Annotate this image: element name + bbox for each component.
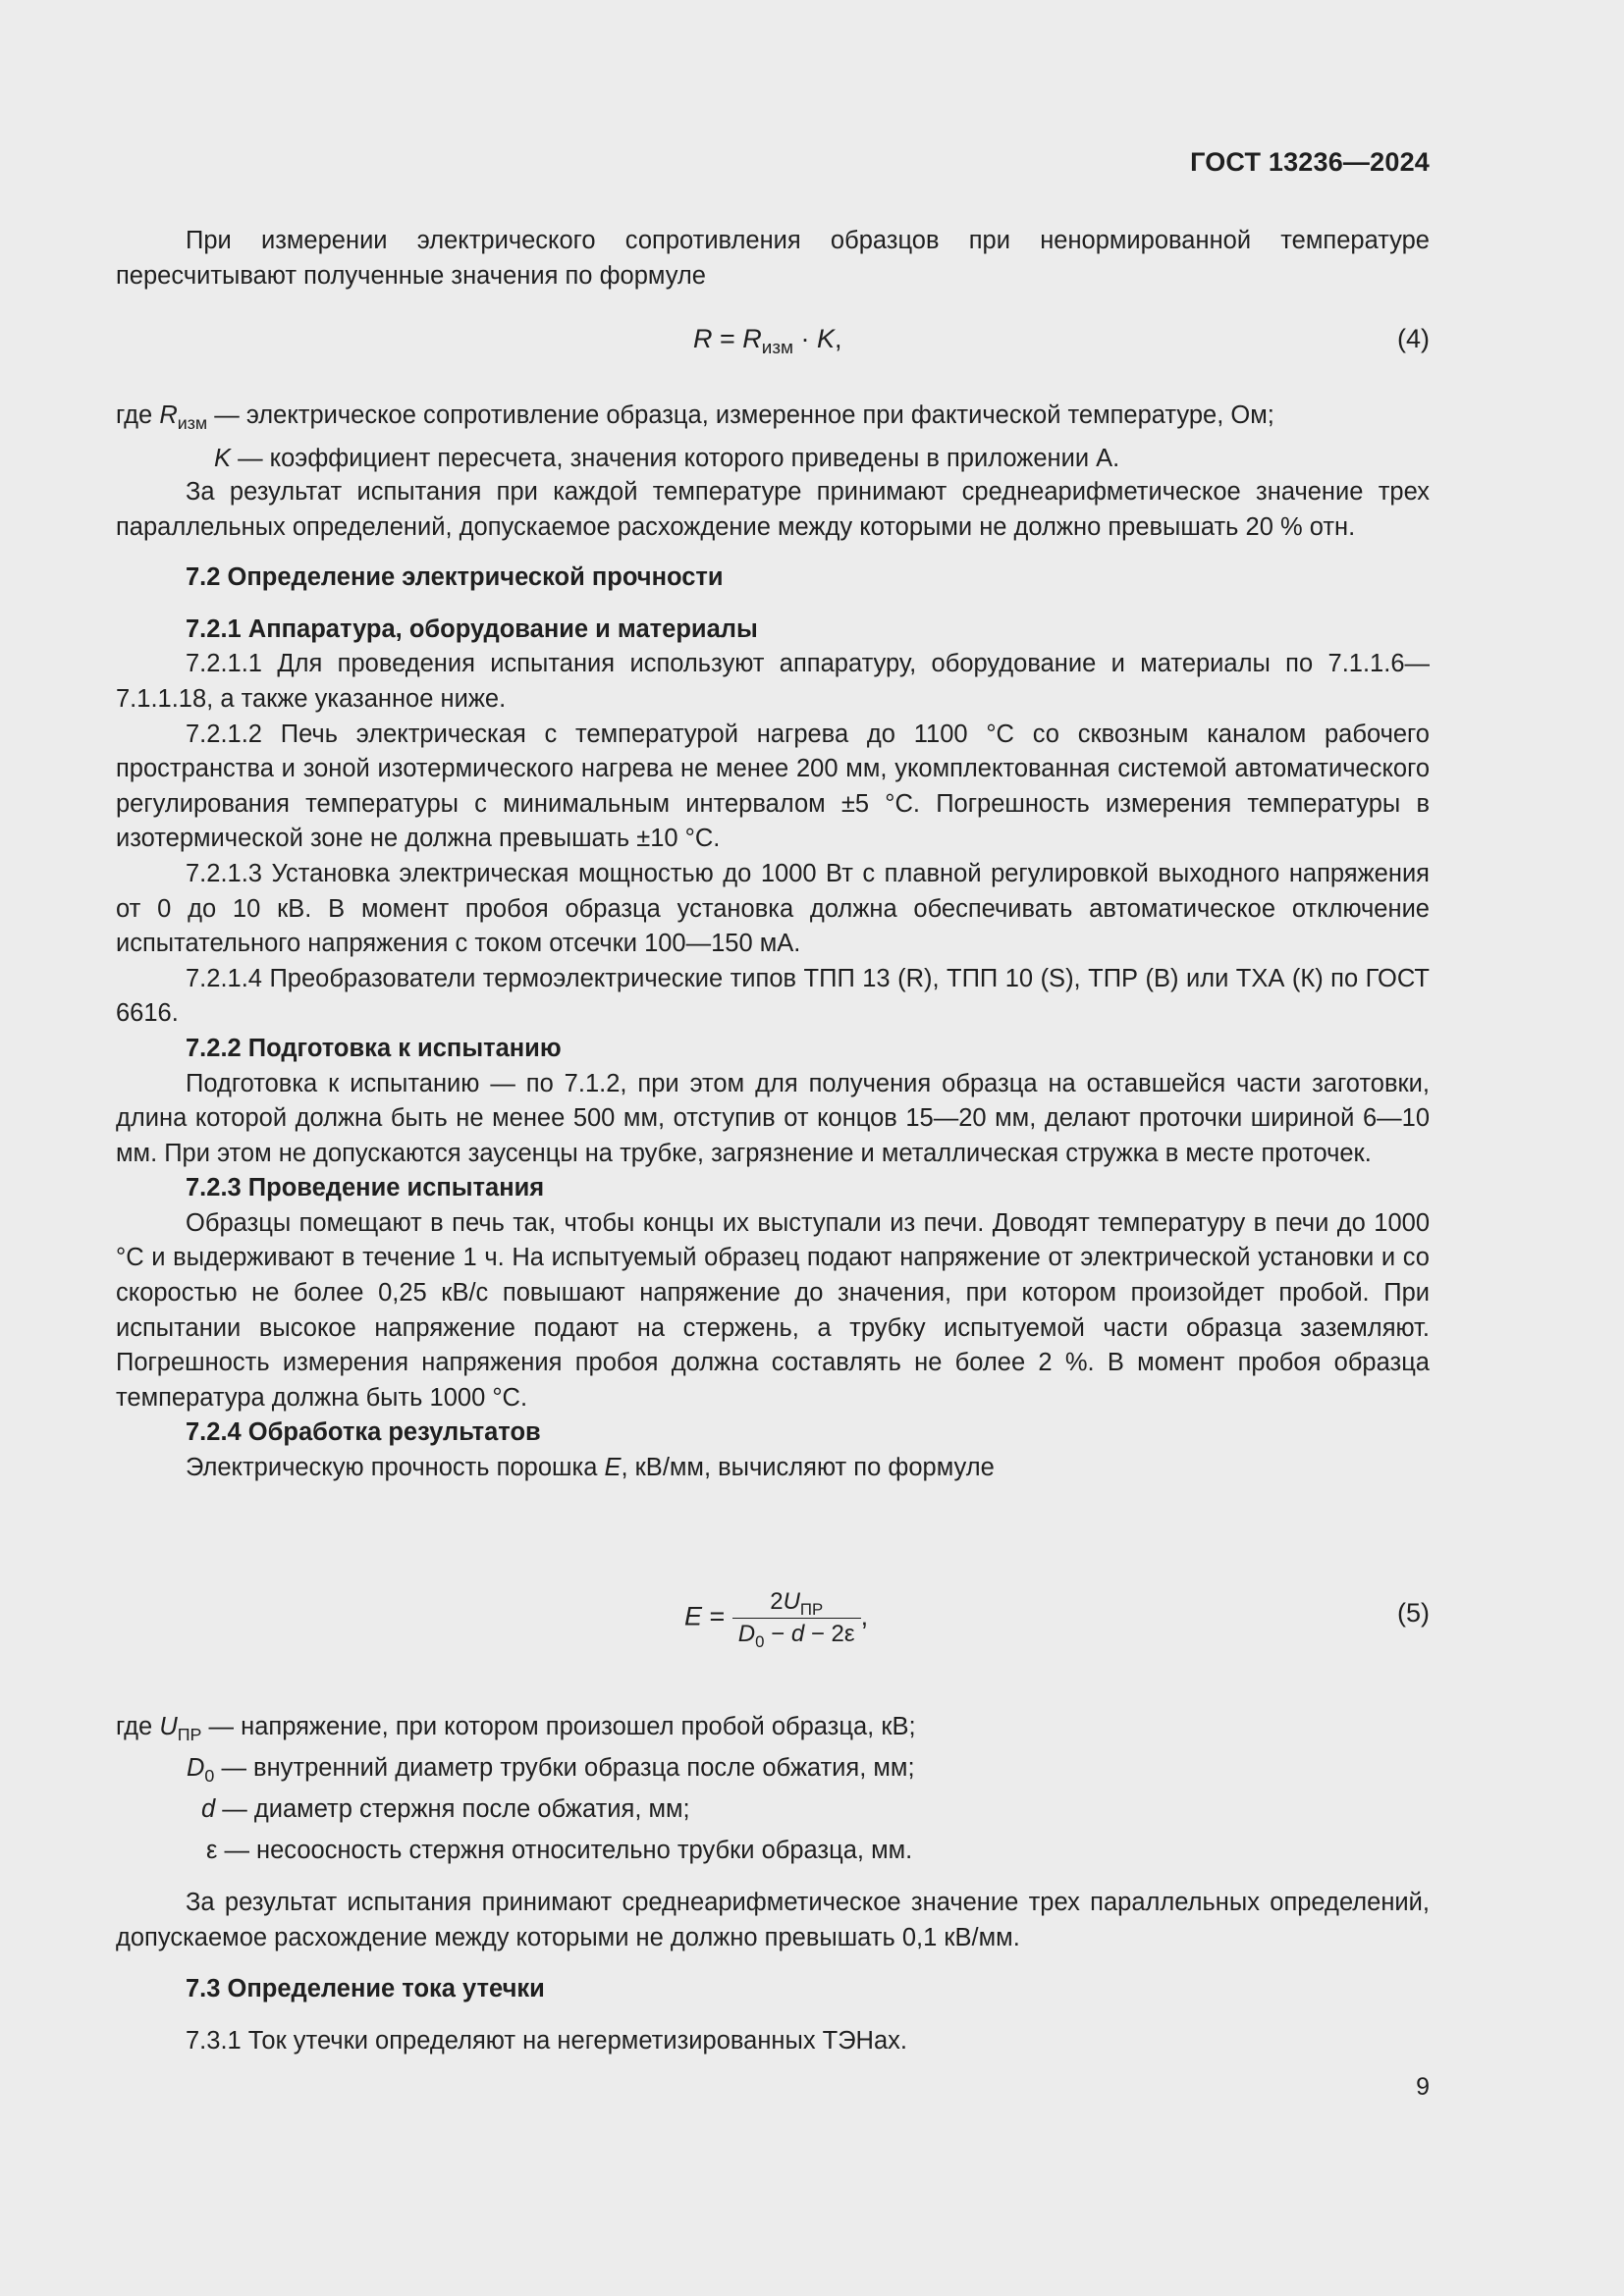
- formula-4-expression: $R = R_{изм} \cdot K$,: [693, 324, 842, 358]
- legend-row-u-pr: где $U_{ПР}$ — напряжение, при котором произошел пробой образца, кВ;: [116, 1713, 916, 1744]
- intro-paragraph-block: [116, 224, 1430, 294]
- heading-7-2: 7.2 Определение электрической прочности: [186, 563, 724, 592]
- intro-paragraph: При измерении электрического сопротивления образцов при ненормированной температуре пересчитывают полученные значения по формуле: [116, 227, 1430, 290]
- paragraph-7-2-1-1: 7.2.1.1 Для проведения испытания используют аппаратуру, оборудование и материалы по 7.1.1.6—7.1.1.18, а также указанное ниже.: [116, 650, 1430, 713]
- paragraph-7-2-1-2: 7.2.1.2 Печь электрическая с температурой нагрева до 1100 °С со сквозным каналом рабочего пространства и зоной изотермического нагрева не менее 200 мм, укомплектованная системой автоматического регулирования температуры с минимальным интервалом ±5 °С. Погрешность измерения температуры в изотермической зоне не должна превышать ±10 °С.: [116, 720, 1430, 853]
- page-number: 9: [1416, 2073, 1430, 2101]
- fraction-denominator: $D_0 - d - 2\varepsilon$: [737, 1621, 855, 1651]
- heading-7-2-1: 7.2.1 Аппаратура, оборудование и материалы: [186, 614, 758, 643]
- fraction-numerator: $2U_{ПР}$: [732, 1588, 861, 1619]
- paragraph-7-2-4: Электрическую прочность порошка Е, кВ/мм, вычисляют по формуле: [186, 1454, 995, 1482]
- formula-4-number: (4): [1397, 324, 1430, 353]
- heading-7-3: 7.3 Определение тока утечки: [186, 1975, 545, 2003]
- legend-row-d0: $D_0$ — внутренний диаметр трубки образца после обжатия, мм;: [187, 1754, 915, 1786]
- result-paragraph-2: За результат испытания принимают среднеарифметическое значение трех параллельных определений, допускаемое расхождение между которыми не должно превышать 0,1 кВ/мм.: [116, 1889, 1430, 1951]
- legend-row-k: K — коэффициент пересчета, значения которого приведены в приложении А.: [214, 445, 1120, 472]
- heading-7-2-2: 7.2.2 Подготовка к испытанию: [186, 1034, 562, 1062]
- paragraph-7-2-3: Образцы помещают в печь так, чтобы концы их выступали из печи. Доводят температуру в печи до 1000 °С и выдерживают в течение 1 ч. На испытуемый образец подают напряжение от электрической установки и со скоростью не более 0,25 кВ/с повышают напряжение до значения, при котором произойдет пробой. При испытании высокое напряжение подают на стержень, а трубку испытуемой части образца заземляют. Погрешность измерения напряжения пробоя должна составлять не более 2 %. В момент пробоя образца температура должна быть 1000 °С.: [116, 1208, 1430, 1412]
- heading-7-2-3: 7.2.3 Проведение испытания: [186, 1174, 545, 1202]
- paragraph-7-2-2: Подготовка к испытанию — по 7.1.2, при этом для получения образца на оставшейся части заготовки, длина которой должна быть не менее 500 мм, отступив от концов 15—20 мм, делают проточки шириной 6—10 мм. При этом не допускаются заусенцы на трубке, загрязнение и металлическая стружка в месте проточек.: [116, 1069, 1430, 1167]
- paragraph-7-2-1-4: 7.2.1.4 Преобразователи термоэлектрические типов ТПП 13 (R), ТПП 10 (S), ТПР (В) или ТХА (К) по ГОСТ 6616.: [116, 964, 1430, 1028]
- legend-row-epsilon: ε — несоосность стержня относительно трубки образца, мм.: [206, 1837, 913, 1864]
- heading-7-2-4: 7.2.4 Обработка результатов: [186, 1418, 541, 1447]
- result-paragraph-1: За результат испытания при каждой температуре принимают среднеарифметическое значение трех параллельных определений, допускаемое расхождение между которыми не должно превышать 20 % отн.: [116, 478, 1430, 541]
- formula-5-number: (5): [1397, 1598, 1430, 1628]
- paragraph-7-3-1: 7.3.1 Ток утечки определяют на негерметизированных ТЭНах.: [186, 2026, 907, 2055]
- section-7-2-body: [116, 475, 1430, 1486]
- paragraph-7-2-1-3: 7.2.1.3 Установка электрическая мощностью до 1000 Вт с плавной регулировкой выходного напряжения от 0 до 10 кВ. В момент пробоя образца установка должна обеспечивать автоматическое отключение испытательного напряжения с током отсечки 100—150 мА.: [116, 859, 1430, 958]
- legend-row-d: d — диаметр стержня после обжатия, мм;: [201, 1795, 690, 1823]
- document-code-header: ГОСТ 13236—2024: [1190, 147, 1430, 177]
- legend-row-r-izm: где $R_{изм}$ — электрическое сопротивление образца, измеренное при фактической температуре, Ом;: [116, 401, 1274, 433]
- section-7-3-body: [116, 1886, 1430, 2058]
- formula-5-expression: E = $\frac{2U_{ПР}}{D_0 - d - 2\varepsilon}$ ,: [684, 1588, 869, 1651]
- formula-5-fraction: [732, 1588, 861, 1651]
